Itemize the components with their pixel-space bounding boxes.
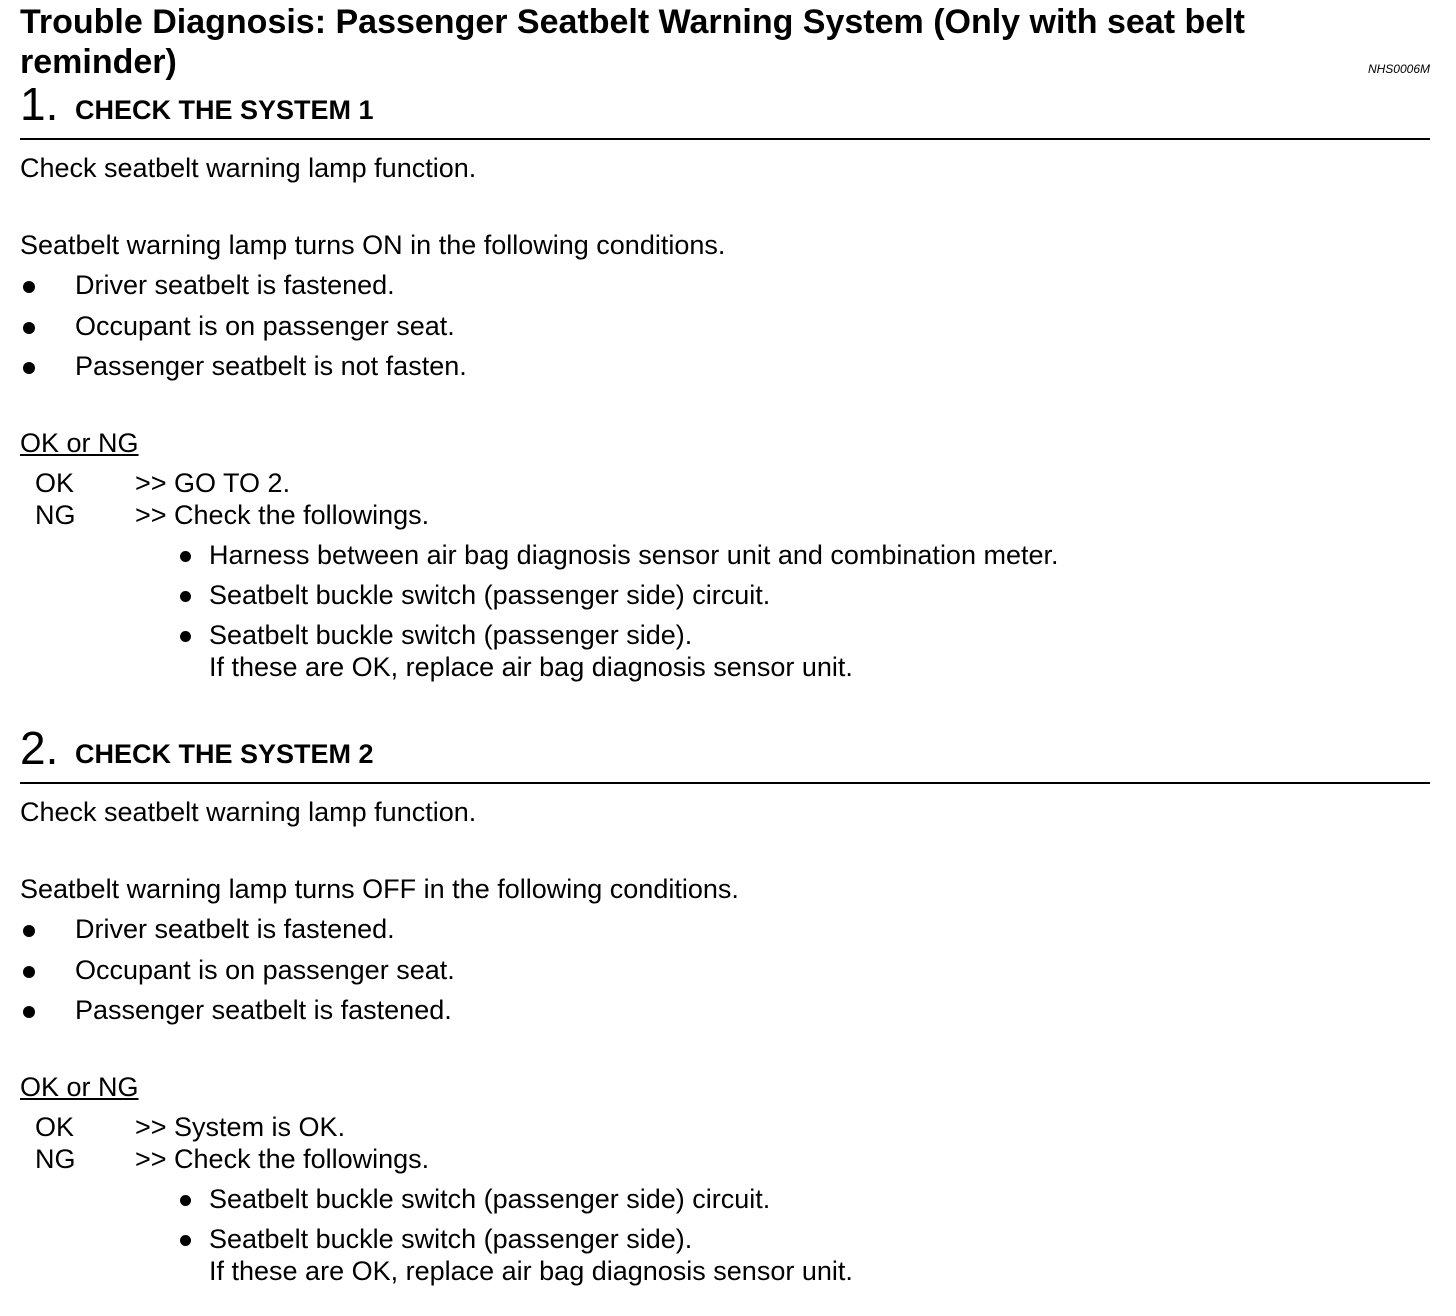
step-1-header bbox=[20, 80, 1430, 140]
check-text: Seatbelt buckle switch (passenger side). bbox=[209, 620, 693, 650]
bullet-icon bbox=[23, 925, 35, 937]
document-page bbox=[20, 0, 1430, 1316]
condition-text: Driver seatbelt is fastened. bbox=[75, 914, 395, 944]
condition-text: Passenger seatbelt is fastened. bbox=[75, 995, 452, 1025]
step-2-header bbox=[20, 724, 1430, 784]
bullet-icon bbox=[23, 322, 35, 334]
page-title: Trouble Diagnosis: Passenger Seatbelt Warning System (Only with seat belt reminder) bbox=[20, 3, 1245, 81]
ok-action: >> System is OK. bbox=[135, 1112, 346, 1142]
bullet-icon bbox=[180, 631, 191, 642]
ng-key: NG bbox=[35, 500, 76, 530]
step-2 bbox=[20, 722, 1430, 1286]
replacement-note: If these are OK, replace air bag diagnosis sensor unit. bbox=[209, 1256, 853, 1286]
step-number: 2. bbox=[20, 722, 59, 774]
condition-text: Passenger seatbelt is not fasten. bbox=[75, 351, 467, 381]
ok-ng-label: OK or NG bbox=[20, 1072, 139, 1102]
step-instruction: Check seatbelt warning lamp function. bbox=[20, 797, 477, 827]
step-title: CHECK THE SYSTEM 1 bbox=[75, 95, 374, 125]
step-1 bbox=[20, 78, 1430, 682]
bullet-icon bbox=[23, 281, 35, 293]
step-number: 1. bbox=[20, 78, 59, 130]
condition-text: Occupant is on passenger seat. bbox=[75, 311, 455, 341]
check-text: Seatbelt buckle switch (passenger side). bbox=[209, 1224, 693, 1254]
document-code: NHS0006M bbox=[1367, 62, 1430, 76]
ok-action: >> GO TO 2. bbox=[135, 468, 291, 498]
ng-key: NG bbox=[35, 1144, 76, 1174]
bullet-icon bbox=[180, 551, 191, 562]
condition-intro: Seatbelt warning lamp turns OFF in the following conditions. bbox=[20, 874, 739, 904]
step-title: CHECK THE SYSTEM 2 bbox=[75, 739, 374, 769]
bullet-icon bbox=[23, 966, 35, 978]
bullet-icon bbox=[180, 1235, 191, 1246]
condition-text: Occupant is on passenger seat. bbox=[75, 955, 455, 985]
ok-ng-label: OK or NG bbox=[20, 428, 139, 458]
bullet-icon bbox=[180, 1195, 191, 1206]
condition-text: Driver seatbelt is fastened. bbox=[75, 270, 395, 300]
check-text: Seatbelt buckle switch (passenger side) circuit. bbox=[209, 580, 771, 610]
bullet-icon bbox=[180, 591, 191, 602]
ok-key: OK bbox=[35, 1112, 75, 1142]
check-text: Seatbelt buckle switch (passenger side) circuit. bbox=[209, 1184, 771, 1214]
bullet-icon bbox=[23, 362, 35, 374]
ng-action: >> Check the followings. bbox=[135, 1144, 430, 1174]
bullet-icon bbox=[23, 1006, 35, 1018]
step-instruction: Check seatbelt warning lamp function. bbox=[20, 153, 477, 183]
replacement-note: If these are OK, replace air bag diagnosis sensor unit. bbox=[209, 652, 853, 682]
ng-action: >> Check the followings. bbox=[135, 500, 430, 530]
ok-key: OK bbox=[35, 468, 75, 498]
check-text: Harness between air bag diagnosis sensor unit and combination meter. bbox=[209, 540, 1059, 570]
condition-intro: Seatbelt warning lamp turns ON in the following conditions. bbox=[20, 230, 726, 260]
